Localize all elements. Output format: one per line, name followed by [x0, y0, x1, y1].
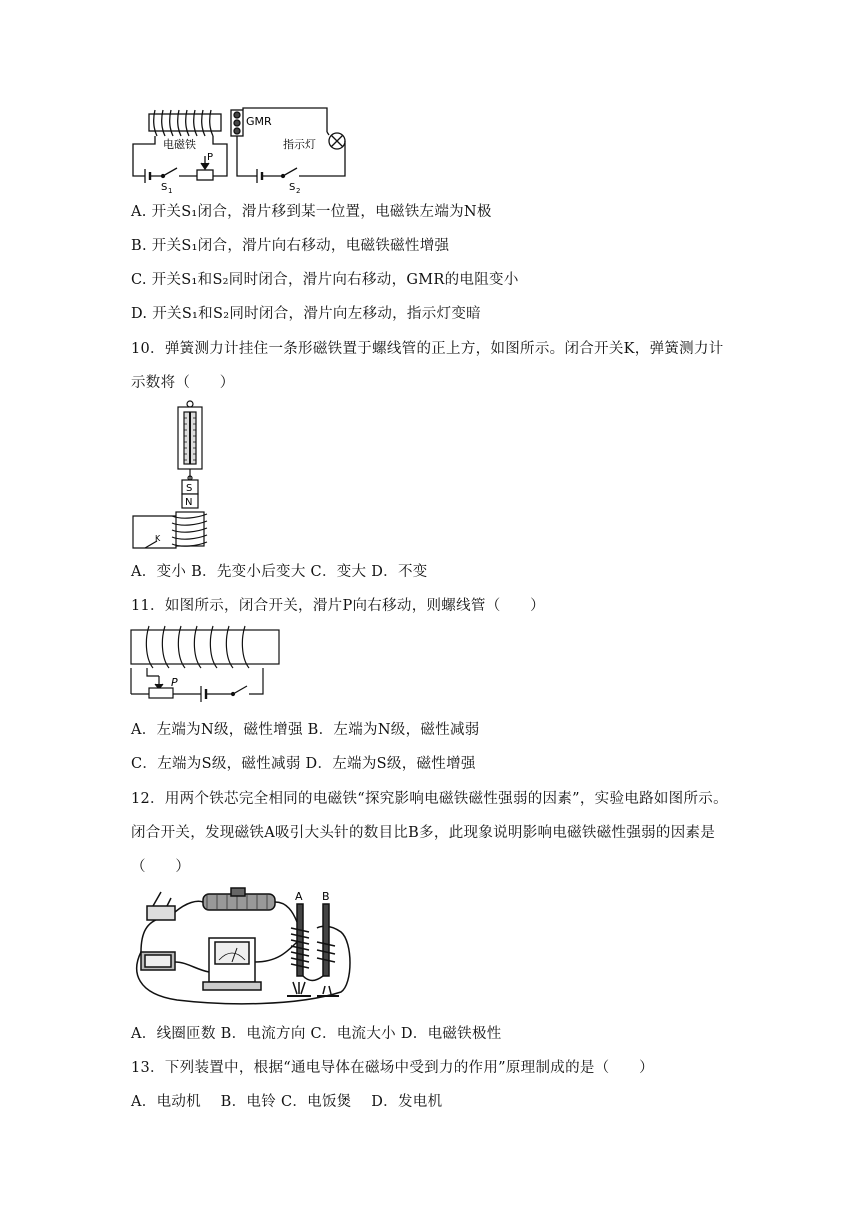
q13-options: A．电动机 B．电铃 C．电饭煲 D．发电机: [131, 1094, 443, 1110]
q12-stem-line2: 闭合开关，发现磁铁A吸引大头针的数目比B多，此现象说明影响电磁铁磁性强弱的因素是: [131, 825, 716, 841]
q12-experiment-figure: [127, 882, 355, 1008]
magnet-n-label: N: [185, 497, 193, 508]
q10-stem-line1: 10．弹簧测力计挂住一条形磁铁置于螺线管的正上方，如图所示。闭合开关K，弹簧测力计: [131, 341, 724, 357]
q11-options-line2: C．左端为S级，磁性减弱 D．左端为S级，磁性增强: [131, 756, 476, 772]
magnet-b-label: B: [322, 890, 330, 903]
q9-circuit-figure: [127, 104, 357, 196]
q11-stem: 11．如图所示，闭合开关，滑片P向右移动，则螺线管（ ）: [131, 598, 545, 614]
q13-stem: 13．下列装置中，根据“通电导体在磁场中受到力的作用”原理制成的是（ ）: [131, 1060, 654, 1076]
magnet-a-label: A: [295, 890, 303, 903]
slider-p-label: P: [207, 152, 214, 163]
electromagnet-label: 电磁铁: [163, 138, 196, 151]
q11-solenoid-figure: [129, 624, 289, 704]
switch-k-label: K: [155, 534, 161, 543]
q10-spring-scale-figure: [127, 398, 217, 552]
q11-options-line1: A．左端为N级，磁性增强 B．左端为N级，磁性减弱: [131, 722, 480, 738]
q12-stem-line3: （ ）: [131, 859, 191, 875]
q9-option-d: D. 开关S₁和S₂同时闭合，滑片向左移动，指示灯变暗: [131, 306, 481, 322]
q10-options: A．变小 B．先变小后变大 C．变大 D．不变: [131, 564, 428, 580]
switch-s2-label: S: [289, 182, 296, 193]
q12-stem-line1: 12．用两个铁芯完全相同的电磁铁“探究影响电磁铁磁性强弱的因素”，实验电路如图所示。: [131, 791, 728, 807]
lamp-label: 指示灯: [283, 138, 316, 151]
magnet-s-label: S: [186, 483, 193, 494]
q9-option-c: C. 开关S₁和S₂同时闭合，滑片向右移动，GMR的电阻变小: [131, 272, 519, 288]
switch-s2-subscript: 2: [296, 187, 301, 195]
gmr-label: GMR: [246, 115, 272, 128]
switch-s1-subscript: 1: [168, 187, 173, 195]
q9-option-a: A. 开关S₁闭合，滑片移到某一位置，电磁铁左端为N极: [131, 204, 492, 220]
slider-p-label: P: [171, 676, 178, 689]
q12-options: A．线圈匝数 B．电流方向 C．电流大小 D．电磁铁极性: [131, 1026, 502, 1042]
switch-s1-label: S: [161, 182, 168, 193]
q9-option-b: B. 开关S₁闭合，滑片向右移动，电磁铁磁性增强: [131, 238, 450, 254]
q10-stem-line2: 示数将（ ）: [131, 375, 235, 391]
